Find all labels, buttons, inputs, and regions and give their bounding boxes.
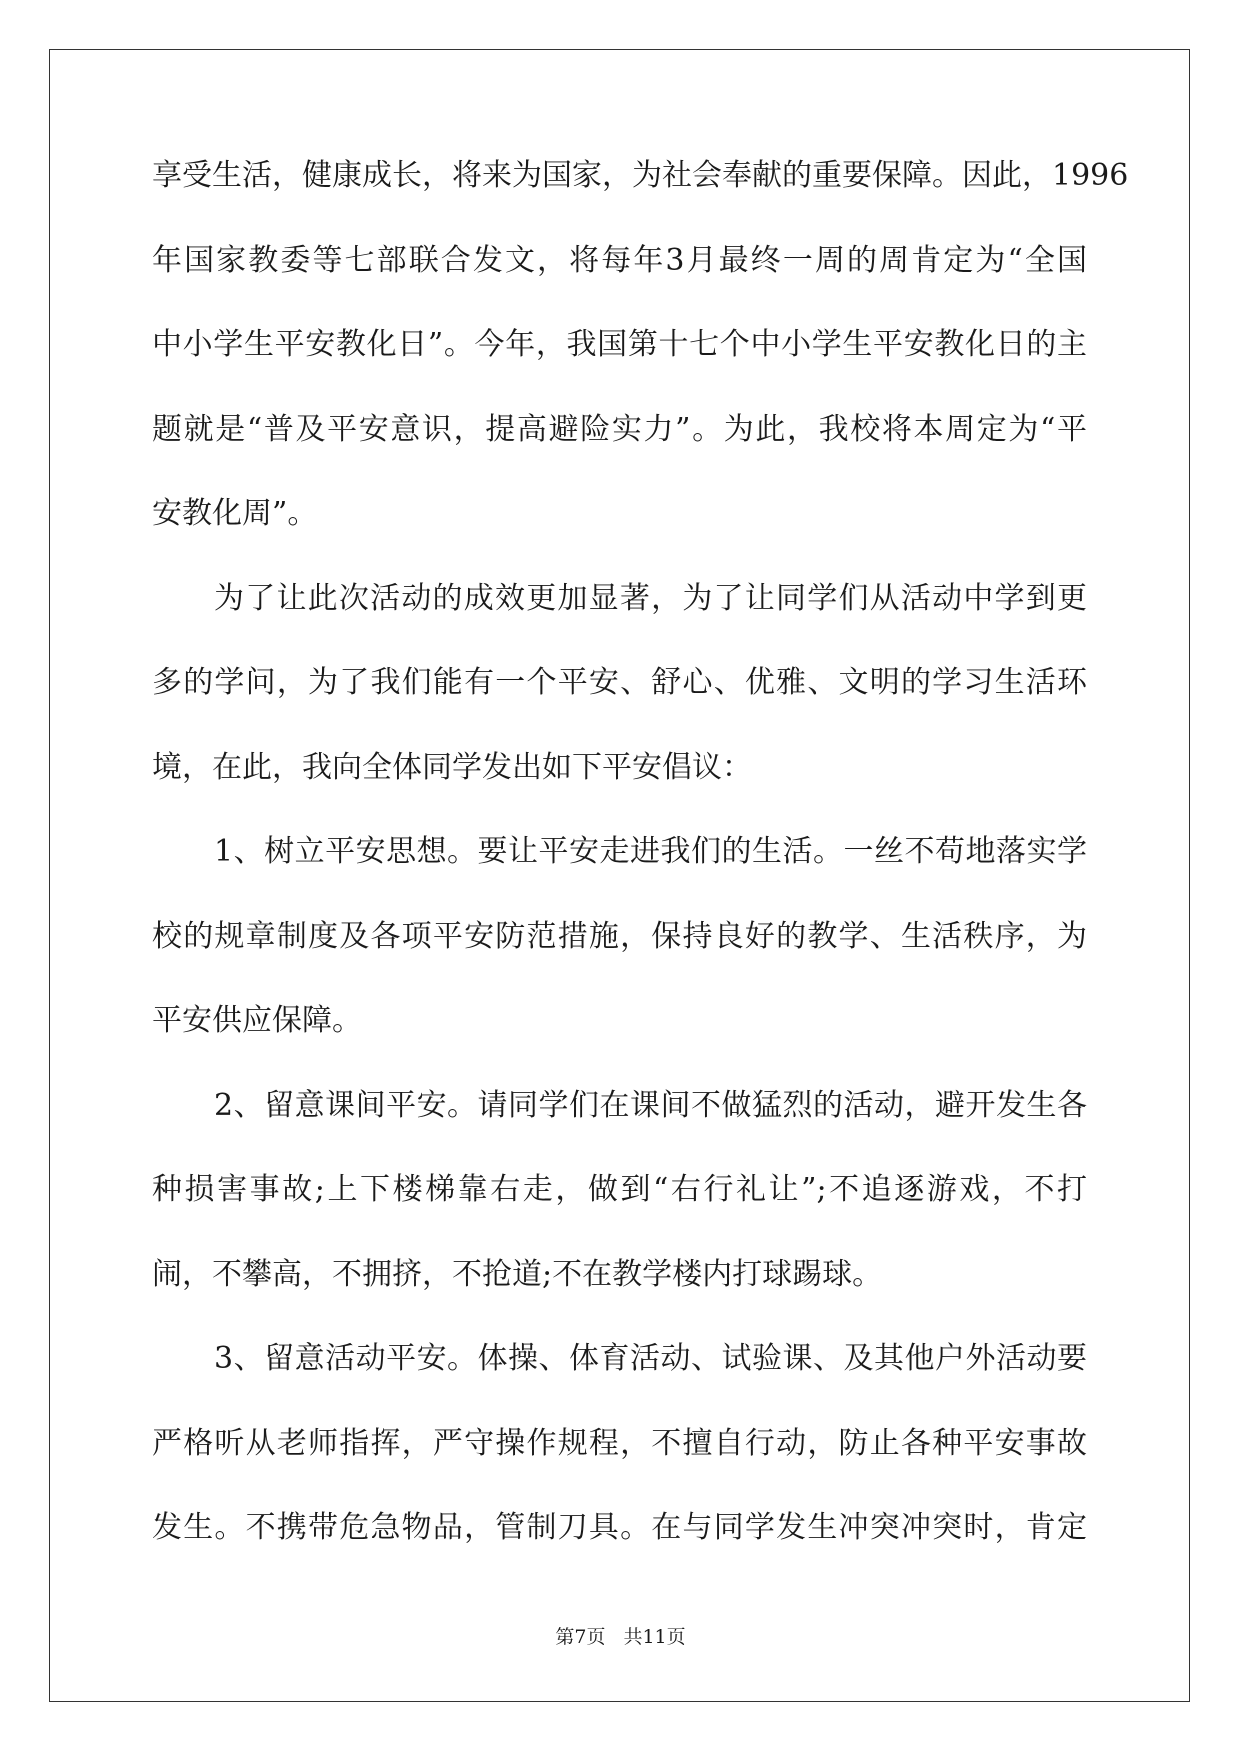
text-line: 种损害事故;上下楼梯靠右走，做到“右行礼让”;不追逐游戏，不打 [152,1172,1087,1207]
text-line: 多的学问，为了我们能有一个平安、舒心、优雅、文明的学习生活环 [152,665,1087,700]
text-line: 安教化周”。 [152,496,318,531]
text-line: 闹，不攀高，不拥挤，不抢道;不在教学楼内打球踢球。 [152,1256,883,1292]
text-line: 校的规章制度及各项平安防范措施，保持良好的教学、生活秩序，为 [152,918,1087,954]
text-line: 年国家教委等七部联合发文，将每年3月最终一周的周肯定为“全国 [152,242,1087,278]
text-line: 境，在此，我向全体同学发出如下平安倡议： [152,749,752,785]
text-line: 发生。不携带危急物品，管制刀具。在与同学发生冲突冲突时，肯定 [152,1510,1087,1545]
text-line: 享受生活，健康成长，将来为国家，为社会奉献的重要保障。因此，1996 [152,158,1129,193]
text-line: 中小学生平安教化日”。今年，我国第十七个中小学生平安教化日的主 [152,327,1087,362]
paragraph-first-line: 1、树立平安思想。要让平安走进我们的生活。一丝不苟地落实学 [214,834,1087,869]
page-total: 共11页 [623,1626,686,1648]
page-footer [0,1622,1241,1649]
paragraph-first-line: 2、留意课间平安。请同学们在课间不做猛烈的活动，避开发生各 [214,1087,1087,1123]
document-body [152,157,1129,1594]
text-line: 平安供应保障。 [152,1003,362,1038]
paragraph-first-line: 3、留意活动平安。体操、体育活动、试验课、及其他户外活动要 [214,1341,1087,1376]
text-line: 题就是“普及平安意识，提高避险实力”。为此，我校将本周定为“平 [152,411,1087,447]
paragraph-first-line: 为了让此次活动的成效更加显著，为了让同学们从活动中学到更 [214,580,1087,616]
text-line: 严格听从老师指挥，严守操作规程，不擅自行动，防止各种平安事故 [152,1425,1087,1461]
page-number: 第7页 [555,1626,606,1648]
